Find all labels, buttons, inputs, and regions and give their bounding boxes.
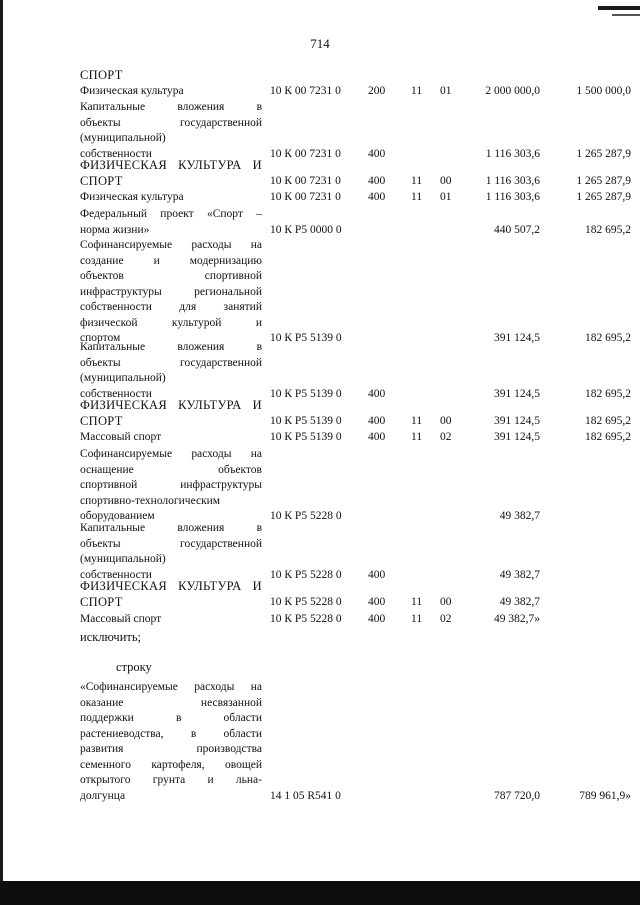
row-name-line: спортивно-технологическим: [80, 494, 221, 507]
row-code: 10 К Р5 5139 0: [270, 431, 342, 443]
row-name: [80, 84, 262, 100]
row-code: 10 К 00 7231 0: [270, 147, 341, 160]
row-name-line: оснащение объектов: [80, 463, 262, 476]
exclude-instruction: исключить;: [80, 630, 142, 644]
row-subsection: 01: [440, 191, 452, 203]
row-name-line: норма жизни»: [80, 223, 150, 236]
row-expense-type: 400: [368, 174, 386, 187]
row-amount-year2: 182 695,2: [585, 387, 631, 400]
row-amount-year1: 49 382,7: [499, 510, 540, 522]
row-name-line: Федеральный проект «Спорт –: [80, 208, 262, 220]
row-section: 11: [411, 85, 423, 97]
row-name-line: спортивной инфраструктуры: [80, 479, 262, 491]
row-amount-year1: 49 382,7: [499, 595, 540, 608]
row-amount-year1: 391 124,5: [494, 387, 540, 400]
row-code: 10 К 00 7231 0: [270, 174, 341, 187]
row-subsection: 00: [440, 414, 452, 427]
row-amount-year2: 182 695,2: [585, 223, 631, 236]
row-code: 10 К Р5 5228 0: [270, 568, 342, 581]
row-name-line: объектов спортивной: [80, 270, 262, 282]
row-amount-year1: 391 124,5: [494, 431, 540, 443]
row-amount-year2: 1 265 287,9: [576, 174, 631, 187]
row-subsection: 02: [440, 431, 452, 443]
row-name: [80, 158, 262, 189]
row-name-line: спортом: [80, 332, 121, 344]
row-name-line: СПОРТ: [80, 68, 123, 82]
row-name: [80, 190, 262, 206]
row-name: [80, 238, 262, 347]
row-code: 10 К 00 7231 0: [270, 85, 341, 97]
row-code: 10 К Р5 5228 0: [270, 613, 342, 625]
row-name-line: Софинансируемые расходы на: [80, 239, 262, 251]
row-section: 11: [411, 414, 423, 427]
row-name-line: Софинансируемые расходы на: [80, 448, 262, 460]
row-code: 10 К Р5 0000 0: [270, 223, 342, 236]
row-expense-type: 400: [368, 414, 386, 427]
row-name-line: объекты государственной: [80, 537, 262, 550]
row-name: [80, 447, 262, 525]
row-name-line: Массовый спорт: [80, 613, 162, 625]
row-name-line: ФИЗИЧЕСКАЯ КУЛЬТУРА И: [80, 398, 262, 412]
row-name-line: физической культурой и: [80, 316, 262, 329]
row-name-line: открытого грунта и льна-: [80, 774, 262, 786]
row-name-line: Капитальные вложения в: [80, 522, 262, 534]
row-expense-type: 400: [368, 568, 386, 581]
row-section: 11: [411, 613, 423, 625]
row-amount-year1: 1 116 303,6: [485, 174, 540, 187]
row-name-line: объекты государственной: [80, 356, 262, 369]
row-amount-year2: 182 695,2: [585, 414, 631, 427]
row-name-line: семенного картофеля, овощей: [80, 758, 262, 771]
row-name: [80, 612, 262, 628]
row-name: [80, 68, 262, 84]
row-name-line: собственности: [80, 568, 152, 581]
row-name-line: объекты государственной: [80, 116, 262, 129]
row-name-line: собственности для занятий: [80, 301, 262, 313]
row-name-line: Массовый спорт: [80, 431, 162, 443]
row-name: [80, 579, 262, 610]
row-code: 10 К Р5 5228 0: [270, 595, 342, 608]
row-name-line: СПОРТ: [80, 173, 123, 188]
row-name-line: ФИЗИЧЕСКАЯ КУЛЬТУРА И: [80, 158, 262, 172]
row-amount-year2: 182 695,2: [585, 431, 631, 443]
row-subsection: 02: [440, 613, 452, 625]
row-section: 11: [411, 174, 423, 187]
row-name: [80, 340, 262, 402]
row-amount-year1: 391 124,5: [494, 332, 540, 344]
row-name: [80, 680, 262, 804]
row-name-line: (муниципальной): [80, 372, 166, 384]
row-name-line: развития производства: [80, 743, 262, 755]
row-expense-type: 400: [368, 595, 386, 608]
row-code: 14 1 05 R541 0: [270, 789, 341, 802]
row-name-line: собственности: [80, 147, 152, 160]
row-expense-type: 400: [368, 613, 386, 625]
row-code: 10 К Р5 5228 0: [270, 510, 342, 522]
row-name-line: растениеводства, в области: [80, 727, 262, 740]
row-amount-year1: 1 116 303,6: [485, 191, 540, 203]
row-expense-type: 400: [368, 147, 386, 160]
row-code: 10 К Р5 5139 0: [270, 332, 342, 344]
row-name-line: долгунца: [80, 789, 126, 802]
row-amount-year2: 182 695,2: [585, 332, 631, 344]
row-amount-year1: 440 507,2: [494, 223, 540, 236]
row-name-line: Физическая культура: [80, 85, 184, 97]
row-amount-year2: 1 265 287,9: [576, 191, 631, 203]
row-amount-year2: 789 961,9»: [579, 789, 631, 802]
row-amount-year1: 787 720,0: [494, 789, 540, 802]
scan-bottom-edge: [0, 881, 640, 905]
row-name: [80, 207, 262, 238]
row-expense-type: 400: [368, 387, 386, 400]
row-name-line: Капитальные вложения в: [80, 101, 262, 113]
row-amount-year1: 1 116 303,6: [485, 147, 540, 160]
row-code: 10 К 00 7231 0: [270, 191, 341, 203]
row-expense-type: 400: [368, 191, 386, 203]
row-name: [80, 100, 262, 162]
row-name-line: (муниципальной): [80, 132, 166, 144]
row-amount-year1: 49 382,7: [499, 568, 540, 581]
row-instruction: строку: [116, 660, 152, 674]
row-subsection: 00: [440, 174, 452, 187]
row-subsection: 00: [440, 595, 452, 608]
row-name-line: поддержки в области: [80, 712, 262, 724]
row-name-line: Капитальные вложения в: [80, 341, 262, 353]
row-name-line: «Софинансируемые расходы на: [80, 681, 262, 693]
row-name-line: создание и модернизацию: [80, 254, 262, 267]
row-name-line: ФИЗИЧЕСКАЯ КУЛЬТУРА И: [80, 579, 262, 593]
row-name-line: СПОРТ: [80, 594, 123, 609]
row-amount-year1: 49 382,7»: [494, 613, 540, 625]
row-name-line: инфраструктуры региональной: [80, 285, 262, 298]
row-expense-type: 200: [368, 85, 386, 97]
row-expense-type: 400: [368, 431, 386, 443]
row-name: [80, 521, 262, 583]
row-name-line: (муниципальной): [80, 553, 166, 565]
row-name: [80, 398, 262, 429]
row-name: [80, 430, 262, 446]
row-section: 11: [411, 431, 423, 443]
row-subsection: 01: [440, 85, 452, 97]
row-section: 11: [411, 191, 423, 203]
row-amount-year1: 391 124,5: [494, 414, 540, 427]
row-amount-year1: 2 000 000,0: [485, 85, 540, 97]
row-section: 11: [411, 595, 423, 608]
row-name-line: СПОРТ: [80, 413, 123, 428]
row-amount-year2: 1 500 000,0: [576, 85, 631, 97]
row-name-line: Физическая культура: [80, 191, 184, 203]
row-code: 10 К Р5 5139 0: [270, 414, 342, 427]
row-code: 10 К Р5 5139 0: [270, 387, 342, 400]
row-name-line: собственности: [80, 387, 152, 400]
row-name-line: оборудованием: [80, 510, 155, 522]
page-number: 714: [310, 36, 330, 51]
row-amount-year2: 1 265 287,9: [576, 147, 631, 160]
row-name-line: оказание несвязанной: [80, 696, 262, 709]
